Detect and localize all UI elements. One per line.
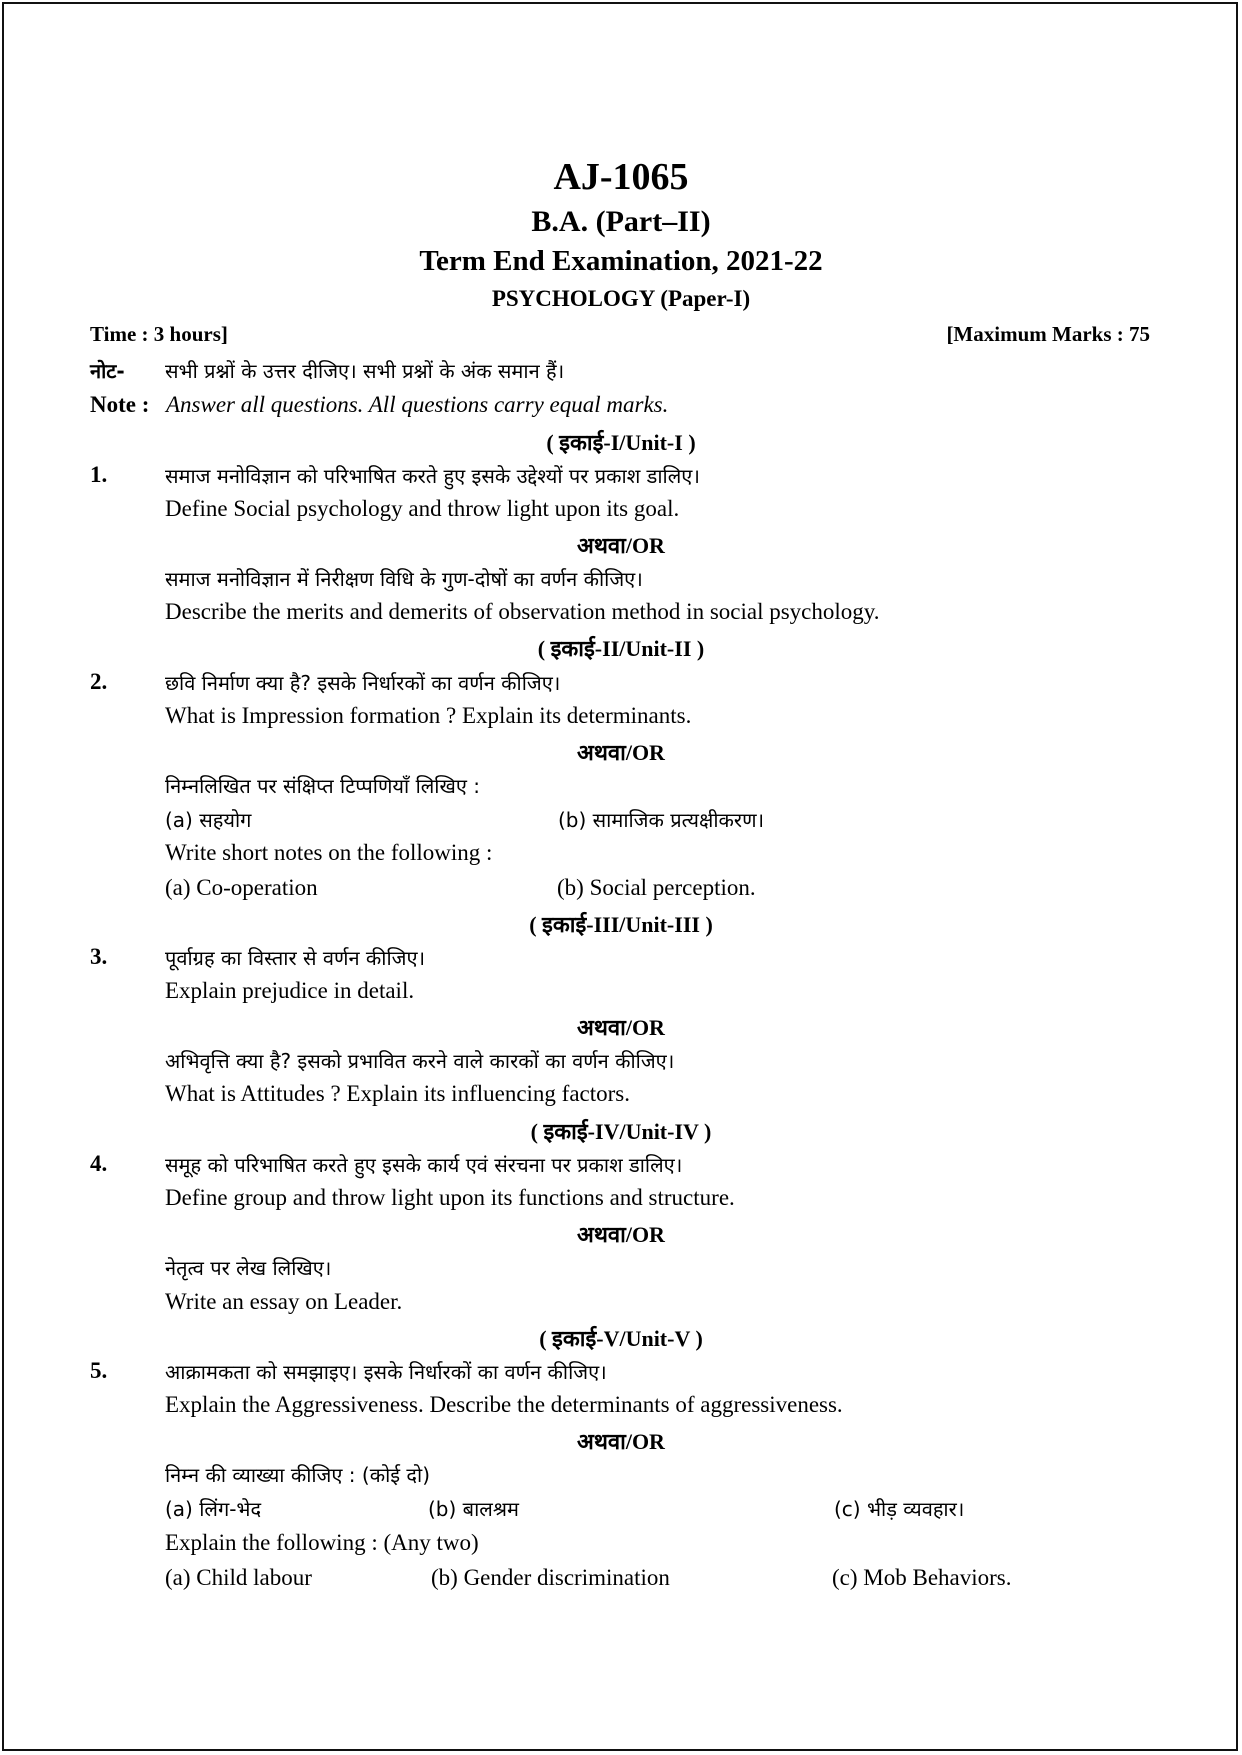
note-hi-label: नोट-: [90, 359, 125, 383]
note-en-text: Answer all questions. All questions carry equal marks.: [166, 392, 669, 417]
question-5-alt-hindi: निम्न की व्याख्या कीजिए : (कोई दो): [165, 1463, 431, 1487]
exam-title: Term End Examination, 2021-22: [419, 245, 823, 277]
question-3-alt-hindi: अभिवृत्ति क्या है? इसको प्रभावित करने वाले कारकों का वर्णन कीजिए।: [165, 1049, 675, 1073]
question-1-number: 1.: [90, 462, 108, 487]
question-4-alt-english: Write an essay on Leader.: [165, 1289, 403, 1314]
question-2-alt-hindi: निम्नलिखित पर संक्षिप्त टिप्पणियाँ लिखिए :: [165, 774, 481, 798]
or-label: अथवा/OR: [577, 533, 665, 558]
note-hi-text: सभी प्रश्नों के उत्तर दीजिए। सभी प्रश्नों के अंक समान हैं।: [165, 359, 565, 383]
time-label: Time : 3 hours]: [90, 322, 228, 346]
or-label: अथवा/OR: [577, 740, 665, 765]
subject-title: PSYCHOLOGY (Paper-I): [491, 286, 751, 311]
option-a-english: (a) Child labour: [165, 1565, 312, 1590]
option-b-english: (b) Gender discrimination: [431, 1565, 670, 1590]
question-4-english: Define group and throw light upon its functions and structure.: [165, 1185, 735, 1210]
question-5-number: 5.: [90, 1358, 108, 1383]
option-a-hindi: (a) लिंग-भेद: [165, 1497, 262, 1521]
question-3-english: Explain prejudice in detail.: [165, 978, 415, 1003]
or-label: अथवा/OR: [577, 1429, 665, 1454]
option-b-hindi: (b) सामाजिक प्रत्यक्षीकरण।: [558, 808, 765, 832]
unit-4-heading: ( इकाई-IV/Unit-IV ): [530, 1119, 712, 1144]
question-2-english: What is Impression formation ? Explain its determinants.: [165, 703, 692, 728]
option-c-hindi: (c) भीड़ व्यवहार।: [834, 1497, 965, 1521]
question-4-number: 4.: [90, 1151, 108, 1176]
question-4-hindi: समूह को परिभाषित करते हुए इसके कार्य एवं संरचना पर प्रकाश डालिए।: [165, 1153, 683, 1177]
unit-3-heading: ( इकाई-III/Unit-III ): [529, 912, 713, 937]
course-title: B.A. (Part–II): [531, 205, 711, 238]
unit-2-heading: ( इकाई-II/Unit-II ): [537, 636, 705, 661]
option-b-english: (b) Social perception.: [557, 875, 756, 900]
question-5-alt-english: Explain the following : (Any two): [165, 1530, 479, 1555]
note-en-label: Note :: [90, 392, 150, 417]
question-3-hindi: पूर्वाग्रह का विस्तार से वर्णन कीजिए।: [165, 946, 426, 970]
option-c-english: (c) Mob Behaviors.: [832, 1565, 1012, 1590]
question-1-alt-english: Describe the merits and demerits of observation method in social psychology.: [165, 599, 880, 624]
option-a-hindi: (a) सहयोग: [165, 808, 252, 832]
question-2-hindi: छवि निर्माण क्या है? इसके निर्धारकों का वर्णन कीजिए।: [165, 671, 561, 695]
question-2-number: 2.: [90, 669, 108, 694]
question-1-alt-hindi: समाज मनोविज्ञान में निरीक्षण विधि के गुण-दोषों का वर्णन कीजिए।: [165, 567, 643, 591]
question-2-alt-english: Write short notes on the following :: [165, 840, 493, 865]
unit-5-heading: ( इकाई-V/Unit-V ): [539, 1326, 703, 1351]
question-1-hindi: समाज मनोविज्ञान को परिभाषित करते हुए इसके उद्देश्यों पर प्रकाश डालिए।: [165, 464, 700, 488]
or-label: अथवा/OR: [577, 1015, 665, 1040]
question-4-alt-hindi: नेतृत्व पर लेख लिखिए।: [165, 1256, 332, 1280]
question-5-hindi: आक्रामकता को समझाइए। इसके निर्धारकों का वर्णन कीजिए।: [165, 1360, 607, 1384]
max-marks-label: [Maximum Marks : 75: [946, 322, 1150, 346]
option-a-english: (a) Co-operation: [165, 875, 318, 900]
question-3-alt-english: What is Attitudes ? Explain its influencing factors.: [165, 1081, 631, 1106]
paper-code: AJ-1065: [553, 156, 689, 198]
question-1-english: Define Social psychology and throw light upon its goal.: [165, 496, 680, 521]
question-5-english: Explain the Aggressiveness. Describe the determinants of aggressiveness.: [165, 1392, 843, 1417]
or-label: अथवा/OR: [577, 1222, 665, 1247]
unit-1-heading: ( इकाई-I/Unit-I ): [546, 430, 696, 455]
question-3-number: 3.: [90, 944, 108, 969]
option-b-hindi: (b) बालश्रम: [428, 1497, 519, 1521]
